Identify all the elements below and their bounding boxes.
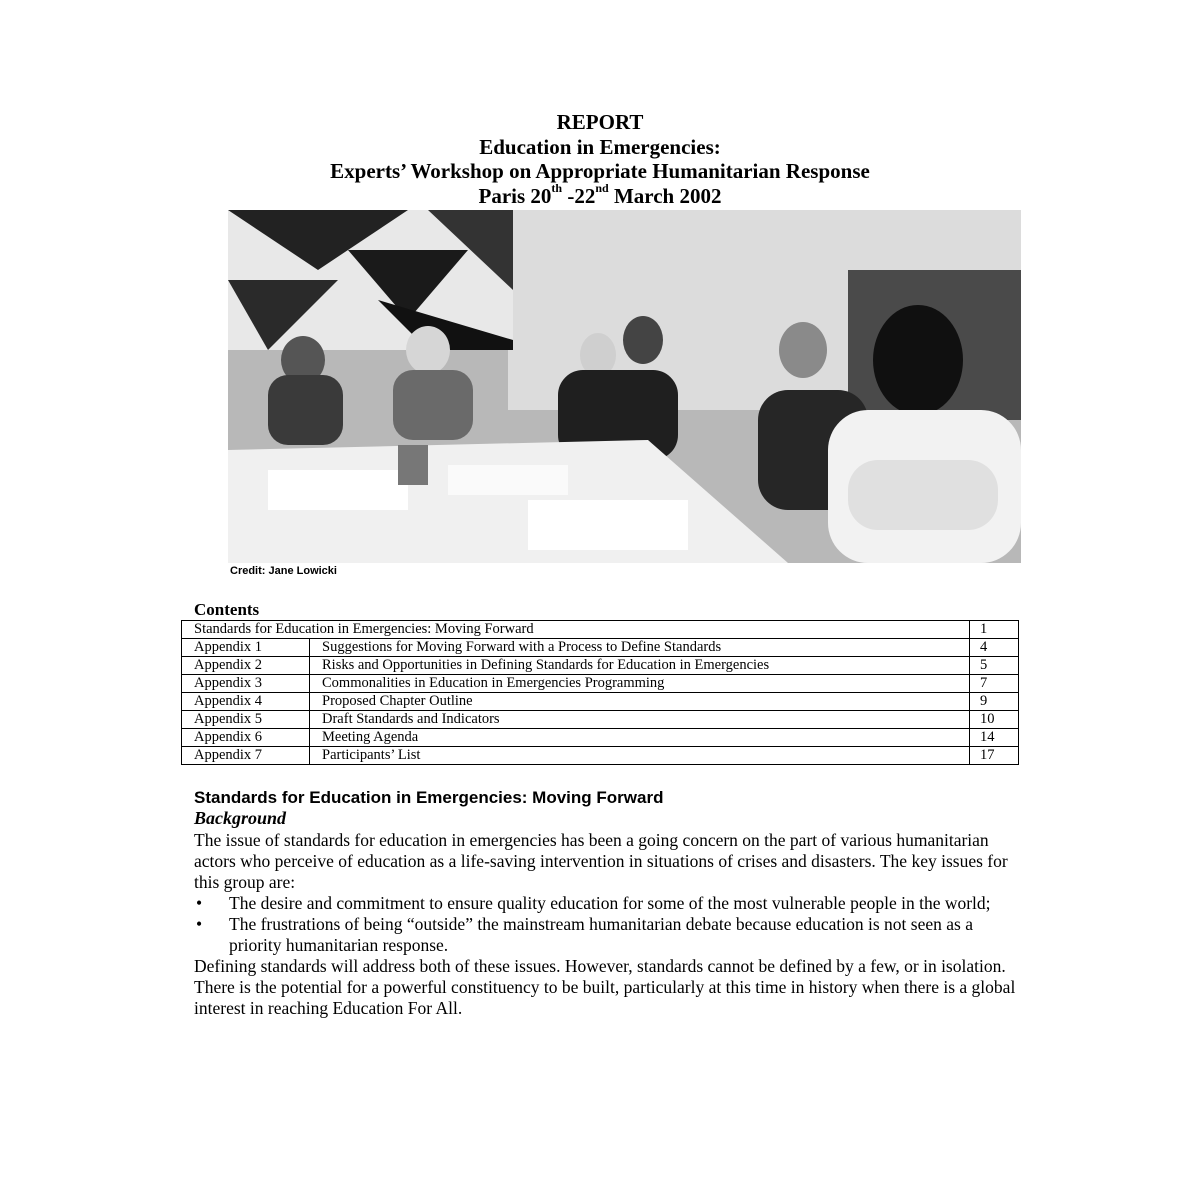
toc-page: 9 (970, 693, 1019, 711)
toc-row (182, 711, 1019, 729)
section-body (194, 830, 1024, 1019)
toc-title: Meeting Agenda (310, 729, 970, 747)
list-item: • The frustrations of being “outside” the mainstream humanitarian debate because education is not seen as a priority humanitarian response. (196, 914, 973, 955)
toc-appendix: Appendix 5 (182, 711, 310, 729)
toc-row-main (182, 621, 1019, 639)
report-header (0, 110, 1200, 208)
toc-page: 10 (970, 711, 1019, 729)
toc-row (182, 747, 1019, 765)
toc-title: Proposed Chapter Outline (310, 693, 970, 711)
toc-title: Draft Standards and Indicators (310, 711, 970, 729)
toc-row (182, 657, 1019, 675)
toc-page: 17 (970, 747, 1019, 765)
toc-title: Commonalities in Education in Emergencies Programming (310, 675, 970, 693)
toc-appendix: Appendix 7 (182, 747, 310, 765)
section-heading: Standards for Education in Emergencies: Moving Forward (194, 788, 664, 807)
toc-appendix: Appendix 1 (182, 639, 310, 657)
key-issues-list (194, 893, 1024, 956)
bullet-icon: • (196, 914, 203, 934)
toc-page: 7 (970, 675, 1019, 693)
contents-heading: Contents (194, 600, 260, 619)
toc-title: Suggestions for Moving Forward with a Process to Define Standards (310, 639, 970, 657)
toc-row (182, 729, 1019, 747)
toc-row (182, 639, 1019, 657)
toc-appendix: Appendix 6 (182, 729, 310, 747)
toc-title: Risks and Opportunities in Defining Standards for Education in Emergencies (310, 657, 970, 675)
toc-title: Participants’ List (310, 747, 970, 765)
toc-page: 14 (970, 729, 1019, 747)
intro-paragraph: The issue of standards for education in emergencies has been a going concern on the part of various humanitarian actors who perceive of education as a life-saving intervention in situations of crises and disasters. The key issues for this group are: (194, 830, 1008, 892)
toc-page: 4 (970, 639, 1019, 657)
report-subtitle: Experts’ Workshop on Appropriate Humanitarian Response (330, 159, 870, 183)
workshop-photo (228, 210, 1021, 563)
toc-row (182, 693, 1019, 711)
section-subheading: Background (194, 808, 287, 828)
toc-appendix: Appendix 4 (182, 693, 310, 711)
report-label: REPORT (556, 110, 644, 134)
closing-paragraph: Defining standards will address both of these issues. However, standards cannot be defined by a few, or in isolation. There is the potential for a powerful constituency to be built, particularly at this time in history when there is a global interest in reaching Education For All. (194, 956, 1016, 1018)
report-date: Paris 20th -22nd March 2002 (478, 180, 722, 208)
report-title: Education in Emergencies: (479, 134, 721, 159)
toc-main-page: 1 (970, 621, 1019, 639)
contents-table (181, 620, 1019, 765)
toc-appendix: Appendix 2 (182, 657, 310, 675)
bullet-icon: • (196, 893, 203, 913)
toc-row (182, 675, 1019, 693)
list-item: • The desire and commitment to ensure quality education for some of the most vulnerable people in the world; (196, 893, 991, 913)
toc-appendix: Appendix 3 (182, 675, 310, 693)
photo-credit: Credit: Jane Lowicki (230, 565, 337, 577)
toc-main-title: Standards for Education in Emergencies: Moving Forward (182, 621, 970, 639)
toc-page: 5 (970, 657, 1019, 675)
